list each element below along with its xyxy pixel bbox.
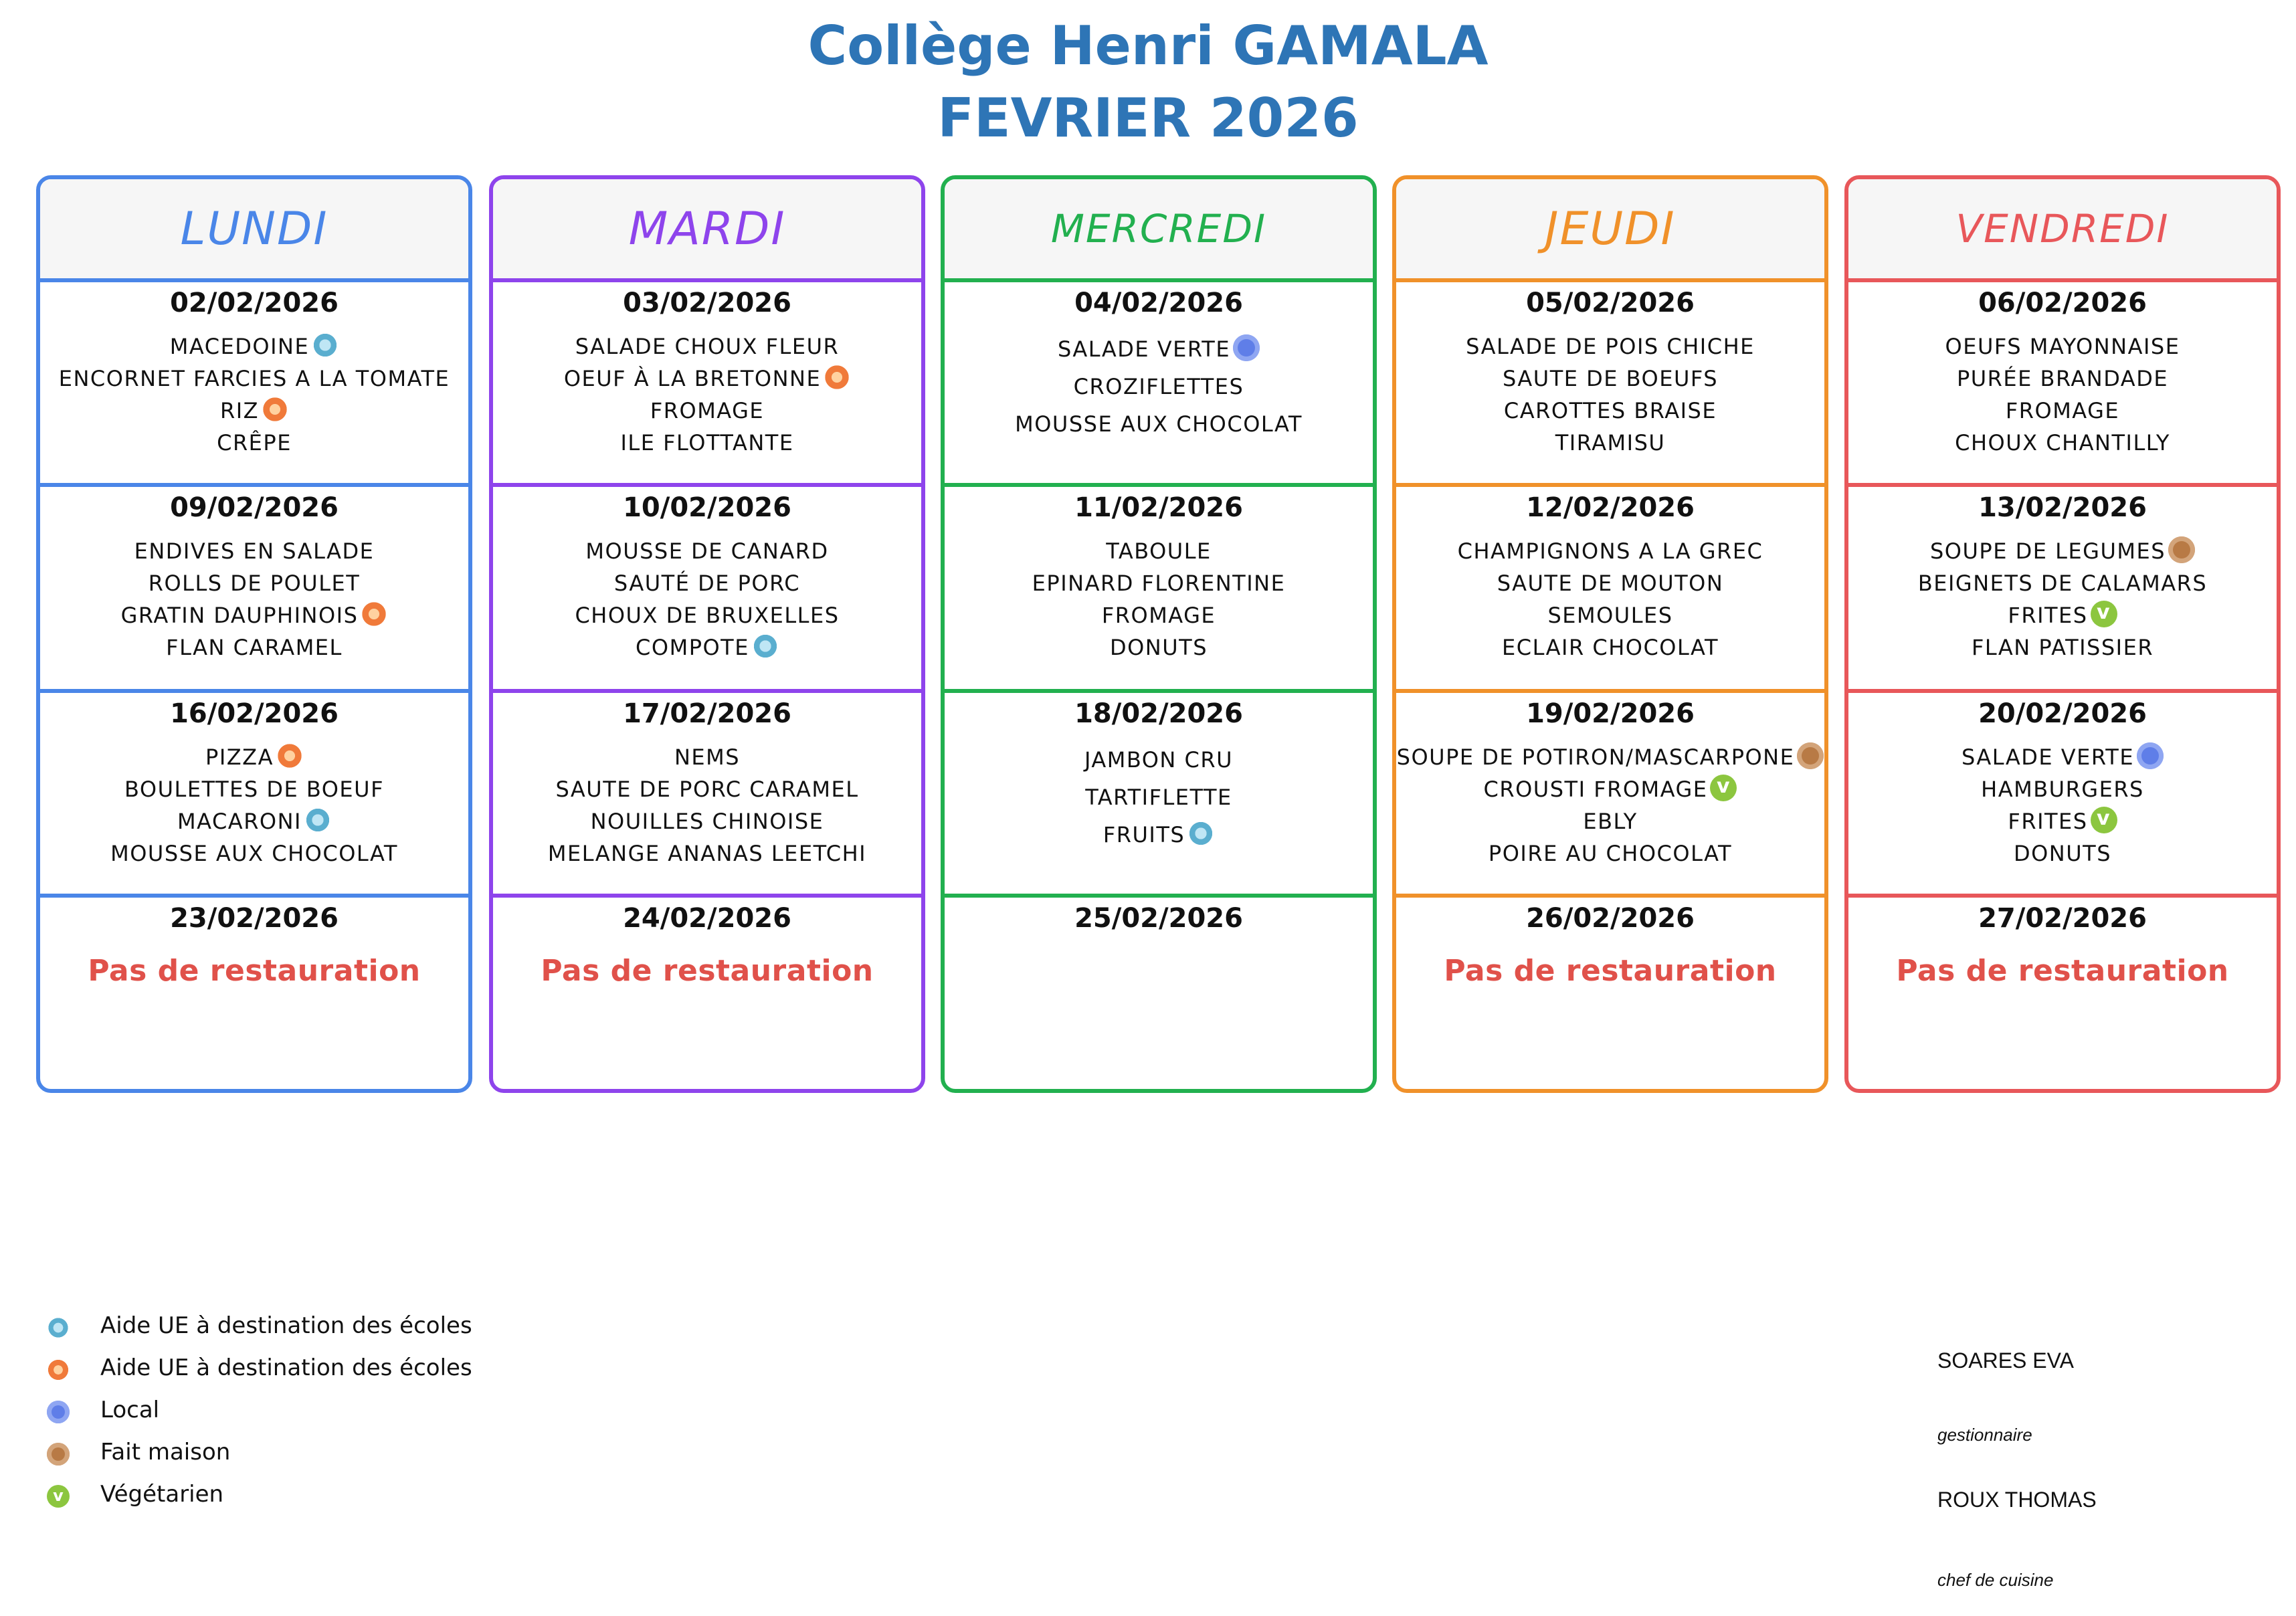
menu-item [493, 599, 921, 631]
menu-date: 02/02/2026 [170, 288, 339, 318]
menu-item [945, 779, 1373, 816]
menu-item [1848, 395, 2277, 427]
menu-item [1848, 599, 2277, 631]
legend-label: Fait maison [100, 1439, 231, 1466]
menu-date: 10/02/2026 [623, 492, 791, 523]
vegetarian-icon [2091, 601, 2117, 627]
menu-item [1848, 837, 2277, 870]
menu-item [1396, 631, 1824, 664]
menu-date: 09/02/2026 [170, 492, 339, 523]
menu-date: 12/02/2026 [1526, 492, 1695, 523]
menu-item [945, 816, 1373, 853]
ue-aid-blue-icon [47, 1316, 70, 1339]
menu-item-label: CROUSTI FROMAGE [1483, 777, 1708, 802]
menu-item [40, 427, 468, 459]
local-icon [47, 1401, 70, 1423]
menu-item-label: OEUF À LA BRETONNE [563, 366, 822, 391]
legend-label: Aide UE à destination des écoles [100, 1312, 472, 1339]
menu-item [40, 805, 468, 837]
menu-item-label: JAMBON CRU [1084, 747, 1234, 773]
menu-date: 18/02/2026 [1074, 698, 1243, 729]
menu-item [40, 395, 468, 427]
menu-item [945, 535, 1373, 567]
menu-item [40, 631, 468, 664]
menu-cell [945, 483, 1373, 689]
homemade-icon [2168, 536, 2195, 563]
day-column-lundi [36, 175, 472, 1093]
legend-label: Local [100, 1397, 160, 1423]
menu-item-label: DONUTS [2013, 841, 2112, 866]
menu-item [40, 599, 468, 631]
menu-cell [945, 689, 1373, 894]
menu-item-label: CAROTTES BRAISE [1503, 398, 1717, 423]
menu-item-label: SAUTE DE MOUTON [1497, 571, 1724, 596]
signature-name-1: SOARES EVA [1937, 1348, 2074, 1373]
menu-item [1848, 567, 2277, 599]
menu-item-label: SALADE DE POIS CHICHE [1466, 334, 1755, 359]
menu-item [945, 631, 1373, 664]
menu-cell [493, 483, 921, 689]
menu-item-label: ILE FLOTTANTE [620, 430, 794, 456]
menu-item-label: TABOULE [1106, 538, 1212, 564]
menu-item [1848, 805, 2277, 837]
menu-item-label: NEMS [674, 744, 741, 770]
day-column-jeudi [1392, 175, 1828, 1093]
menu-item-label: ROLLS DE POULET [148, 571, 361, 596]
ue-aid-orange-icon [361, 601, 387, 627]
day-header: JEUDI [1396, 179, 1824, 278]
menu-item [1396, 427, 1824, 459]
menu-cell [945, 278, 1373, 483]
day-header: LUNDI [40, 179, 468, 278]
day-header: MERCREDI [945, 179, 1373, 278]
menu-item-label: MOUSSE AUX CHOCOLAT [1015, 411, 1303, 437]
menu-cell [40, 689, 468, 894]
menu-item-label: ECLAIR CHOCOLAT [1502, 635, 1719, 660]
menu-item-label: ENDIVES EN SALADE [134, 538, 375, 564]
menu-item-label: MACEDOINE [169, 334, 310, 359]
menu-item [40, 741, 468, 773]
menu-item-label: CRÊPE [217, 430, 292, 456]
menu-item-label: GRATIN DAUPHINOIS [120, 603, 359, 628]
menu-cell [1396, 483, 1824, 689]
menu-item-label: FRITES [2008, 603, 2088, 628]
menu-date: 16/02/2026 [170, 698, 339, 729]
menu-item [493, 535, 921, 567]
ue-aid-orange-icon [276, 742, 303, 769]
menu-item-label: HAMBURGERS [1981, 777, 2144, 802]
menu-item [493, 805, 921, 837]
menu-item-label: SALADE VERTE [1057, 336, 1231, 362]
menu-item [1396, 741, 1824, 773]
menu-item [1848, 427, 2277, 459]
menu-cell [40, 278, 468, 483]
day-header: VENDREDI [1848, 179, 2277, 278]
menu-item [1396, 395, 1824, 427]
menu-date: 13/02/2026 [1978, 492, 2147, 523]
menu-item-label: CHOUX DE BRUXELLES [575, 603, 840, 628]
menu-cell [945, 894, 1373, 1089]
menu-date: 26/02/2026 [1526, 903, 1695, 934]
menu-item-label: EBLY [1583, 809, 1638, 834]
school-title: Collège Henri GAMALA [807, 15, 1489, 77]
ue-aid-orange-icon [262, 396, 288, 423]
signature-role-2: chef de cuisine [1937, 1570, 2054, 1590]
no-service-note: Pas de restauration [1444, 954, 1777, 988]
menu-item [945, 741, 1373, 779]
menu-item-label: TIRAMISU [1555, 430, 1666, 456]
day-column-mardi [489, 175, 925, 1093]
menu-item [1848, 741, 2277, 773]
menu-cell [493, 689, 921, 894]
menu-item-label: OEUFS MAYONNAISE [1945, 334, 2180, 359]
homemade-icon [47, 1443, 70, 1466]
menu-item-label: MOUSSE AUX CHOCOLAT [110, 841, 398, 866]
menu-item-label: FROMAGE [650, 398, 765, 423]
menu-date: 05/02/2026 [1526, 288, 1695, 318]
menu-item [945, 567, 1373, 599]
menu-cell [493, 278, 921, 483]
menu-item [40, 567, 468, 599]
menu-item-label: ENCORNET FARCIES A LA TOMATE [58, 366, 450, 391]
vegetarian-icon [47, 1485, 70, 1508]
menu-item-label: MOUSSE DE CANARD [585, 538, 829, 564]
vegetarian-icon [1710, 775, 1737, 801]
menu-item-label: FLAN CARAMEL [166, 635, 343, 660]
ue-aid-blue-icon [752, 633, 779, 660]
menu-item [493, 773, 921, 805]
menu-date: 20/02/2026 [1978, 698, 2147, 729]
legend-label: Végétarien [100, 1481, 224, 1508]
menu-cell [40, 894, 468, 1089]
month-title: FEVRIER 2026 [937, 87, 1359, 149]
signature-role-1: gestionnaire [1937, 1425, 2032, 1445]
menu-item [493, 427, 921, 459]
day-header: MARDI [493, 179, 921, 278]
menu-date: 11/02/2026 [1074, 492, 1243, 523]
menu-item [945, 599, 1373, 631]
menu-cell [1396, 894, 1824, 1089]
menu-item [493, 567, 921, 599]
menu-item-label: TARTIFLETTE [1085, 785, 1232, 810]
menu-item [40, 535, 468, 567]
menu-item-label: POIRE AU CHOCOLAT [1488, 841, 1733, 866]
menu-item-label: SAUTE DE PORC CARAMEL [555, 777, 859, 802]
menu-item [1396, 535, 1824, 567]
menu-item [40, 363, 468, 395]
menu-item [40, 837, 468, 870]
menu-cell [1848, 278, 2277, 483]
menu-item-label: CHOUX CHANTILLY [1955, 430, 2170, 456]
menu-date: 24/02/2026 [623, 903, 791, 934]
menu-item [1848, 330, 2277, 363]
legend-label: Aide UE à destination des écoles [100, 1354, 472, 1381]
ue-aid-blue-icon [304, 807, 331, 833]
menu-item-label: MELANGE ANANAS LEETCHI [547, 841, 867, 866]
homemade-icon [1797, 742, 1824, 769]
menu-item-label: COMPOTE [636, 635, 749, 660]
menu-cell [40, 483, 468, 689]
menu-item-label: EPINARD FLORENTINE [1032, 571, 1286, 596]
ue-aid-orange-icon [47, 1358, 70, 1381]
menu-item [493, 330, 921, 363]
menu-item-label: BEIGNETS DE CALAMARS [1917, 571, 2208, 596]
menu-item [1396, 599, 1824, 631]
menu-item-label: DONUTS [1109, 635, 1208, 660]
day-column-vendredi [1844, 175, 2281, 1093]
menu-date: 04/02/2026 [1074, 288, 1243, 318]
ue-aid-blue-icon [1187, 820, 1214, 847]
menu-item-label: SOUPE DE POTIRON/MASCARPONE [1396, 744, 1795, 770]
vegetarian-icon [2091, 807, 2117, 833]
no-service-note: Pas de restauration [541, 954, 874, 988]
menu-item [1396, 773, 1824, 805]
menu-item [1396, 330, 1824, 363]
menu-cell [493, 894, 921, 1089]
menu-item-label: SAUTE DE BOEUFS [1502, 366, 1719, 391]
menu-item-label: MACARONI [177, 809, 302, 834]
menu-item [945, 368, 1373, 405]
menu-date: 27/02/2026 [1978, 903, 2147, 934]
menu-date: 25/02/2026 [1074, 903, 1243, 934]
menu-item-label: FROMAGE [2005, 398, 2120, 423]
menu-item [945, 330, 1373, 368]
menu-item [1396, 805, 1824, 837]
menu-item [40, 330, 468, 363]
menu-item-label: SALADE CHOUX FLEUR [575, 334, 840, 359]
ue-aid-blue-icon [312, 332, 339, 359]
menu-date: 17/02/2026 [623, 698, 791, 729]
menu-item [1848, 631, 2277, 664]
menu-item [1396, 567, 1824, 599]
menu-cell [1848, 483, 2277, 689]
menu-item [1848, 535, 2277, 567]
signature-name-2: ROUX THOMAS [1937, 1488, 2097, 1512]
menu-item [493, 363, 921, 395]
ue-aid-orange-icon [824, 364, 850, 391]
menu-cell [1848, 894, 2277, 1089]
menu-item-label: CROZIFLETTES [1073, 374, 1244, 399]
menu-cell [1848, 689, 2277, 894]
menu-item-label: RIZ [219, 398, 260, 423]
menu-item-label: SOUPE DE LEGUMES [1929, 538, 2166, 564]
menu-item [1396, 837, 1824, 870]
menu-item-label: FROMAGE [1101, 603, 1216, 628]
menu-item [1396, 363, 1824, 395]
menu-item-label: CHAMPIGNONS A LA GREC [1457, 538, 1763, 564]
menu-date: 03/02/2026 [623, 288, 791, 318]
menu-item-label: SEMOULES [1547, 603, 1673, 628]
no-service-note: Pas de restauration [1896, 954, 2229, 988]
menu-item-label: PURÉE BRANDADE [1956, 366, 2169, 391]
menu-date: 23/02/2026 [170, 903, 339, 934]
menu-item [493, 631, 921, 664]
menu-item [1848, 773, 2277, 805]
menu-date: 06/02/2026 [1978, 288, 2147, 318]
menu-item [945, 405, 1373, 443]
menu-item [493, 837, 921, 870]
no-service-note: Pas de restauration [88, 954, 421, 988]
menu-item-label: NOUILLES CHINOISE [590, 809, 824, 834]
menu-item [40, 773, 468, 805]
local-icon [2137, 742, 2164, 769]
menu-item [493, 741, 921, 773]
day-column-mercredi [941, 175, 1377, 1093]
local-icon [1233, 334, 1260, 361]
menu-cell [1396, 278, 1824, 483]
menu-item-label: PIZZA [205, 744, 274, 770]
menu-item-label: FLAN PATISSIER [1971, 635, 2154, 660]
menu-item-label: BOULETTES DE BOEUF [124, 777, 384, 802]
menu-item [493, 395, 921, 427]
menu-cell [1396, 689, 1824, 894]
menu-item-label: SALADE VERTE [1961, 744, 2135, 770]
menu-date: 19/02/2026 [1526, 698, 1695, 729]
menu-item [1848, 363, 2277, 395]
menu-item-label: SAUTÉ DE PORC [613, 571, 801, 596]
menu-item-label: FRITES [2008, 809, 2088, 834]
menu-item-label: FRUITS [1103, 822, 1185, 847]
